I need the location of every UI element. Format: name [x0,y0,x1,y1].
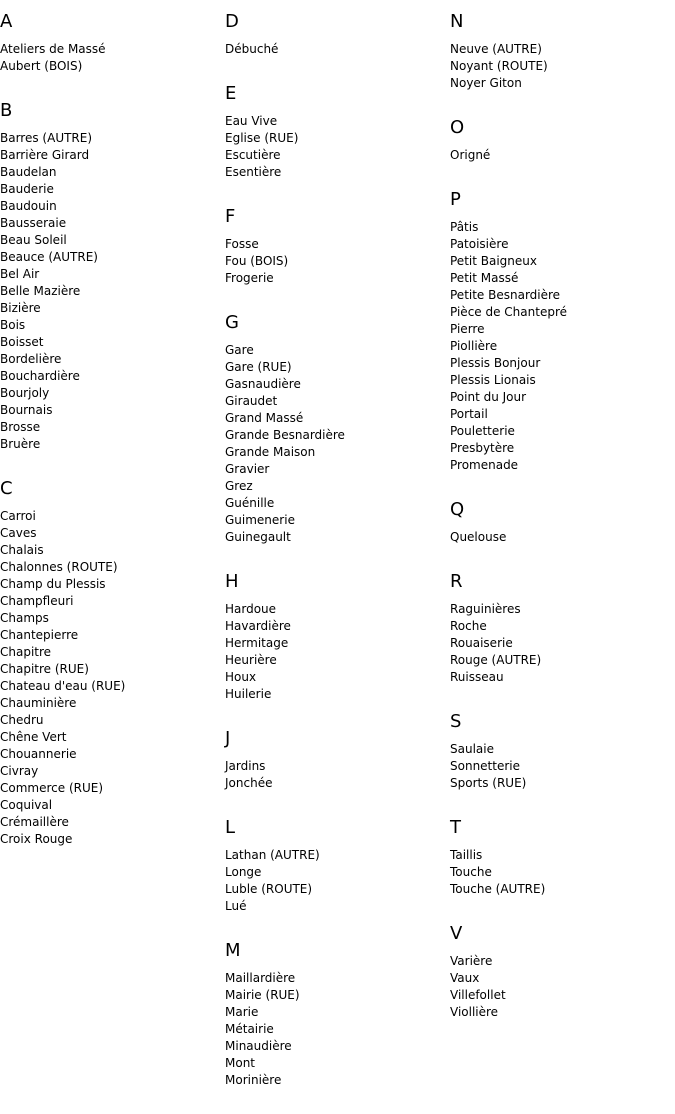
place-name-link[interactable]: Huilerie [225,687,272,701]
place-name-link[interactable]: Carroi [0,509,36,523]
place-name-link[interactable]: Bourjoly [0,386,50,400]
letter-section [225,817,450,915]
place-name-link[interactable]: Croix Rouge [0,832,73,846]
place-name-list [225,970,450,1089]
section-letter-heading: D [225,11,239,32]
letter-section [225,11,450,58]
place-name-list [225,41,450,58]
place-name-link[interactable]: Coquival [0,798,53,812]
place-name-link[interactable]: Jardins [225,759,266,773]
place-name-link[interactable]: Gare [225,343,254,357]
section-letter-heading: C [0,478,13,499]
letter-section [225,83,450,181]
place-name-link[interactable]: Bouchardière [0,369,80,383]
place-name-link[interactable]: Civray [0,764,39,778]
place-name-link[interactable]: Crémaillère [0,815,69,829]
place-name-list [225,236,450,287]
place-name-link[interactable]: Origné [450,148,491,162]
place-name-link[interactable]: Jonchée [225,776,273,790]
section-letter-heading: A [0,11,13,32]
place-name-link[interactable]: Havardière [225,619,291,633]
place-name-list [450,953,675,1021]
place-name-link[interactable]: Heurière [225,653,277,667]
place-name-link[interactable]: Gare (RUE) [225,360,292,374]
place-name-link[interactable]: Bois [0,318,26,332]
place-name-link[interactable]: Quelouse [450,530,507,544]
place-name-link[interactable]: Escutière [225,148,281,162]
section-letter-heading: E [225,83,237,104]
letter-section [225,206,450,287]
place-name-link[interactable]: Belle Mazière [0,284,81,298]
section-letter-heading: T [450,817,461,838]
place-name-link[interactable]: Bruère [0,437,41,451]
letter-section [225,571,450,703]
place-name-link[interactable]: Giraudet [225,394,278,408]
place-name-link[interactable]: Bauderie [0,182,54,196]
place-name-link[interactable]: Presbytère [450,441,515,455]
place-name-link[interactable]: Eau Vive [225,114,278,128]
place-name-list [450,741,675,792]
section-letter-heading: R [450,571,463,592]
section-letter-heading: H [225,571,239,592]
place-name-list [225,342,450,546]
place-name-list [450,147,675,164]
place-name-link[interactable]: Aubert (BOIS) [0,59,83,73]
place-name-link[interactable]: Bournais [0,403,53,417]
place-name-link[interactable]: Frogerie [225,271,274,285]
place-name-link[interactable]: Grande Besnardière [225,428,345,442]
letter-section [450,499,675,546]
place-name-link[interactable]: Promenade [450,458,519,472]
place-name-link[interactable]: Boisset [0,335,44,349]
place-name-link[interactable]: Sonnetterie [450,759,520,773]
place-name-link[interactable]: Marie [225,1005,259,1019]
place-name-link[interactable]: Rouge (AUTRE) [450,653,542,667]
section-letter-heading: Q [450,499,465,520]
section-letter-heading: O [450,117,465,138]
section-letter-heading: N [450,11,464,32]
place-name-link[interactable]: Bausseraie [0,216,67,230]
place-name-link[interactable]: Eglise (RUE) [225,131,299,145]
place-name-link[interactable]: Varière [450,954,493,968]
place-name-link[interactable]: Chêne Vert [0,730,67,744]
place-name-link[interactable]: Rouaiserie [450,636,513,650]
letter-section [225,312,450,546]
place-name-link[interactable]: Pâtis [450,220,479,234]
letter-section [0,11,225,75]
place-name-link[interactable]: Roche [450,619,487,633]
place-name-link[interactable]: Piollière [450,339,498,353]
place-name-link[interactable]: Débuché [225,42,279,56]
place-name-link[interactable]: Touche (AUTRE) [450,882,546,896]
place-name-link[interactable]: Bel Air [0,267,40,281]
section-letter-heading: J [225,728,231,749]
place-name-link[interactable]: Plessis Bonjour [450,356,541,370]
place-name-link[interactable]: Plessis Lionais [450,373,536,387]
letter-section [450,817,675,898]
place-name-link[interactable]: Champs [0,611,49,625]
place-name-link[interactable]: Grez [225,479,253,493]
place-name-link[interactable]: Villefollet [450,988,506,1002]
place-name-link[interactable]: Petit Massé [450,271,519,285]
place-name-link[interactable]: Métairie [225,1022,274,1036]
place-name-list [450,219,675,474]
section-letter-heading: M [225,940,241,961]
index-column-3 [450,0,675,1021]
place-name-link[interactable]: Viollière [450,1005,499,1019]
place-name-link[interactable]: Champfleuri [0,594,74,608]
letter-section [450,711,675,792]
place-name-link[interactable]: Vaux [450,971,480,985]
place-name-list [225,847,450,915]
place-name-link[interactable]: Ateliers de Massé [0,42,106,56]
place-name-link[interactable]: Patoisière [450,237,509,251]
place-name-list [450,847,675,898]
place-name-link[interactable]: Portail [450,407,488,421]
letter-section [0,478,225,848]
place-name-link[interactable]: Bizière [0,301,41,315]
section-letter-heading: P [450,189,461,210]
place-name-link[interactable]: Noyer Giton [450,76,522,90]
section-letter-heading: L [225,817,236,838]
place-name-link[interactable]: Chedru [0,713,44,727]
place-name-link[interactable]: Caves [0,526,37,540]
place-name-link[interactable]: Bordelière [0,352,62,366]
place-name-link[interactable]: Lathan (AUTRE) [225,848,320,862]
letter-section [450,189,675,474]
place-name-link[interactable]: Brosse [0,420,41,434]
place-name-link[interactable]: Noyant (ROUTE) [450,59,548,73]
place-name-list [450,601,675,686]
place-name-link[interactable]: Baudelan [0,165,57,179]
section-letter-heading: V [450,923,463,944]
place-name-link[interactable]: Hardoue [225,602,277,616]
place-name-link[interactable]: Taillis [450,848,483,862]
place-name-link[interactable]: Raguinières [450,602,521,616]
place-name-link[interactable]: Neuve (AUTRE) [450,42,542,56]
place-name-link[interactable]: Gasnaudière [225,377,301,391]
place-name-link[interactable]: Guimenerie [225,513,295,527]
section-letter-heading: G [225,312,239,333]
place-name-list [225,601,450,703]
place-name-list [0,130,225,453]
letter-section [450,11,675,92]
place-name-link[interactable]: Chateau d'eau (RUE) [0,679,126,693]
place-name-link[interactable]: Chantepierre [0,628,79,642]
place-name-link[interactable]: Esentière [225,165,282,179]
place-name-link[interactable]: Gravier [225,462,270,476]
place-name-link[interactable]: Saulaie [450,742,494,756]
place-name-link[interactable]: Pouletterie [450,424,515,438]
letter-section [0,100,225,453]
place-name-list [225,758,450,792]
letter-section [225,940,450,1089]
place-name-link[interactable]: Point du Jour [450,390,527,404]
place-name-link[interactable]: Petite Besnardière [450,288,561,302]
section-letter-heading: S [450,711,462,732]
place-name-link[interactable]: Commerce (RUE) [0,781,104,795]
place-name-link[interactable]: Mont [225,1056,256,1070]
place-name-link[interactable]: Chapitre (RUE) [0,662,89,676]
place-name-link[interactable]: Sports (RUE) [450,776,527,790]
place-name-link[interactable]: Guinegault [225,530,291,544]
letter-section [450,117,675,164]
place-name-list [0,508,225,848]
place-name-link[interactable]: Longe [225,865,262,879]
place-name-list [0,41,225,75]
place-name-link[interactable]: Grand Massé [225,411,304,425]
index-column-2 [225,0,450,1089]
place-name-link[interactable]: Houx [225,670,257,684]
letter-section [225,728,450,792]
place-name-link[interactable]: Mairie (RUE) [225,988,300,1002]
place-name-link[interactable]: Chauminière [0,696,77,710]
letter-section [450,923,675,1021]
place-name-link[interactable]: Luble (ROUTE) [225,882,313,896]
place-name-link[interactable]: Chapitre [0,645,52,659]
letter-section [450,571,675,686]
place-name-link[interactable]: Chalonnes (ROUTE) [0,560,118,574]
place-name-link[interactable]: Petit Baigneux [450,254,537,268]
section-letter-heading: F [225,206,236,227]
place-name-link[interactable]: Beau Soleil [0,233,67,247]
place-name-link[interactable]: Maillardière [225,971,296,985]
place-name-link[interactable]: Morinière [225,1073,282,1087]
place-name-link[interactable]: Hermitage [225,636,289,650]
place-name-link[interactable]: Fou (BOIS) [225,254,289,268]
place-name-link[interactable]: Touche [450,865,492,879]
place-name-link[interactable]: Pièce de Chantepré [450,305,567,319]
place-name-list [450,529,675,546]
index-column-1 [0,0,225,848]
place-name-list [450,41,675,92]
place-name-link[interactable]: Chouannerie [0,747,77,761]
place-name-link[interactable]: Ruisseau [450,670,504,684]
place-name-link[interactable]: Minaudière [225,1039,292,1053]
place-name-link[interactable]: Barrière Girard [0,148,90,162]
place-name-list [225,113,450,181]
place-name-link[interactable]: Lué [225,899,247,913]
section-letter-heading: B [0,100,13,121]
place-name-link[interactable]: Chalais [0,543,44,557]
place-name-link[interactable]: Fosse [225,237,259,251]
place-name-link[interactable]: Champ du Plessis [0,577,106,591]
place-name-link[interactable]: Guénille [225,496,275,510]
place-name-link[interactable]: Beauce (AUTRE) [0,250,98,264]
place-name-link[interactable]: Barres (AUTRE) [0,131,93,145]
place-name-link[interactable]: Pierre [450,322,485,336]
place-name-link[interactable]: Grande Maison [225,445,316,459]
place-name-link[interactable]: Baudouin [0,199,57,213]
